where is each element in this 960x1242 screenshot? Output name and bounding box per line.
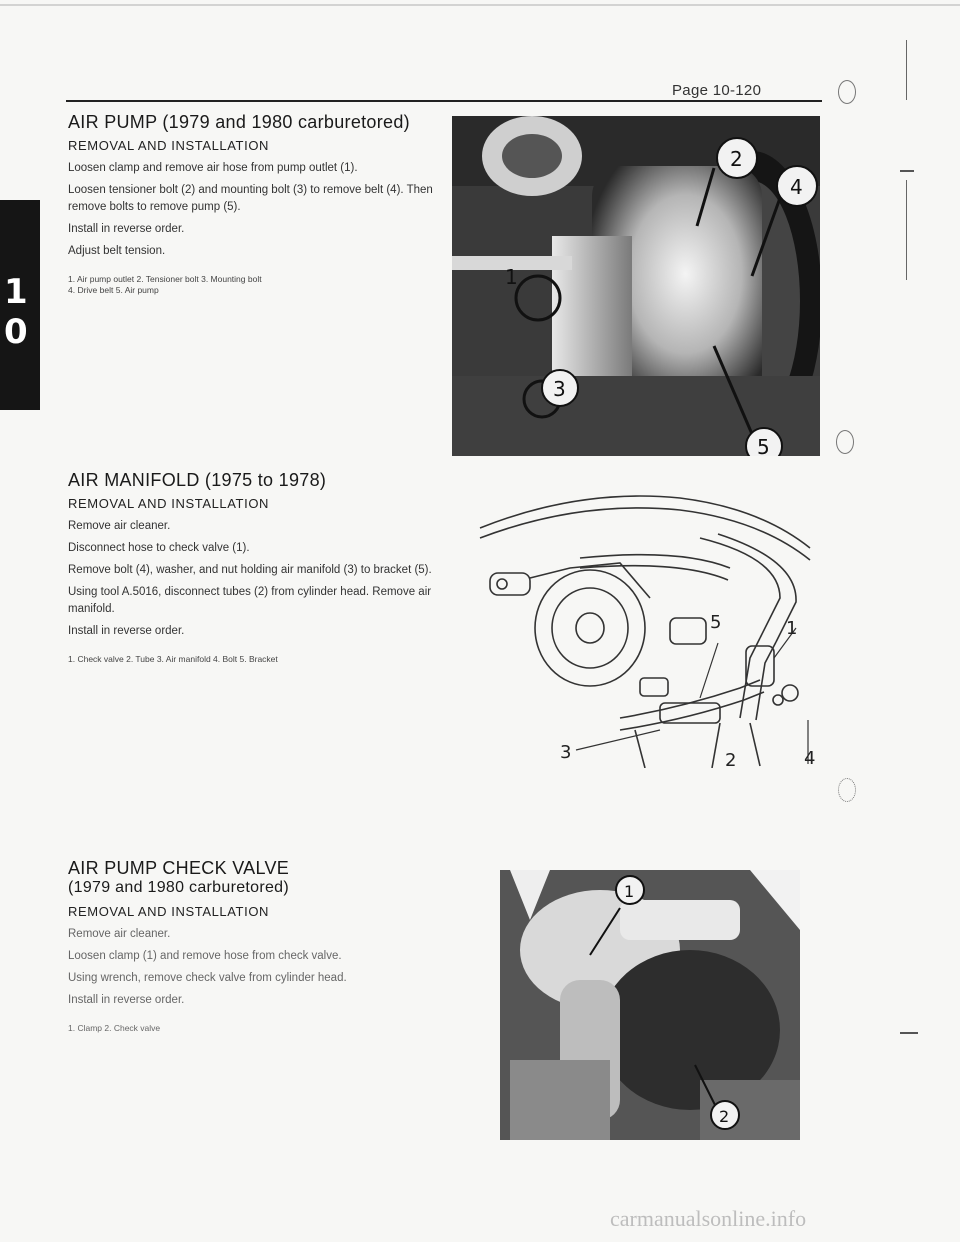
figure-caption: 4. Drive belt 5. Air pump — [68, 285, 159, 295]
check-valve-photo — [470, 860, 820, 1150]
section-air-manifold — [68, 470, 440, 665]
callout-label: 1 — [624, 882, 635, 901]
section-tab — [0, 200, 40, 410]
callout-label: 5 — [757, 435, 770, 456]
callout-label: 3 — [560, 742, 572, 763]
instruction-paragraph: Remove air cleaner. — [68, 928, 171, 940]
header-rule — [66, 100, 822, 102]
instruction-paragraph: Using wrench, remove check valve from cylinder head. — [68, 972, 347, 984]
callout-label: 2 — [730, 147, 743, 171]
section-title: AIR PUMP CHECK VALVE — [68, 858, 290, 878]
section-title: AIR PUMP (1979 and 1980 carburetored) — [68, 112, 410, 132]
instruction-paragraph: Install in reverse order. — [68, 994, 185, 1006]
instruction-paragraph: Using tool A.5016, disconnect tubes (2) from cylinder head. Remove air manifold. — [68, 586, 432, 615]
instruction-paragraph: Install in reverse order. — [68, 625, 185, 637]
instruction-paragraph: Disconnect hose to check valve (1). — [68, 542, 250, 554]
watermark: carmanualsonline.info — [610, 1206, 807, 1231]
instruction-paragraph: Remove bolt (4), washer, and nut holding air manifold (3) to bracket (5). — [68, 564, 432, 576]
callout-label: 3 — [553, 377, 566, 401]
binder-hole-icon — [838, 80, 856, 104]
section-title-qualifier: (1979 and 1980 carburetored) — [68, 879, 289, 896]
section-title: AIR MANIFOLD (1975 to 1978) — [68, 470, 327, 490]
callout-label: 4 — [804, 748, 816, 768]
scan-edge-mark — [900, 1032, 918, 1034]
callout-label: 5 — [710, 612, 722, 633]
instruction-paragraph: Install in reverse order. — [68, 223, 185, 235]
section-subtitle: REMOVAL AND INSTALLATION — [68, 496, 270, 511]
section-subtitle: REMOVAL AND INSTALLATION — [68, 904, 270, 919]
air-manifold-drawing — [460, 468, 820, 768]
scan-edge-mark — [900, 170, 914, 172]
binder-hole-icon — [838, 778, 856, 802]
air-pump-photo — [452, 116, 820, 456]
page-number: Page 10-120 — [672, 82, 762, 99]
instruction-paragraph: Loosen clamp and remove air hose from pump outlet (1). — [68, 162, 358, 174]
section-tab-digit: 1 — [4, 272, 28, 312]
figure-caption: 1. Clamp 2. Check valve — [68, 1023, 161, 1033]
instruction-paragraph: Adjust belt tension. — [68, 245, 166, 257]
instruction-paragraph: Loosen clamp (1) and remove hose from check valve. — [68, 950, 342, 962]
callout-label: 4 — [790, 175, 803, 199]
callout-label: 1 — [786, 618, 798, 639]
section-check-valve — [68, 858, 440, 1034]
section-air-pump — [68, 112, 440, 296]
scan-edge-line — [0, 4, 960, 6]
section-tab-digit: 0 — [4, 312, 28, 352]
figure-caption: 1. Air pump outlet 2. Tensioner bolt 3. Mounting bolt — [68, 274, 262, 284]
binder-hole-icon — [836, 430, 854, 454]
callout-label: 2 — [725, 750, 737, 768]
callout-label: 2 — [719, 1107, 730, 1126]
scan-edge-line — [906, 180, 907, 280]
figure-caption: 1. Check valve 2. Tube 3. Air manifold 4. Bolt 5. Bracket — [68, 654, 278, 664]
instruction-paragraph: Remove air cleaner. — [68, 520, 171, 532]
section-subtitle: REMOVAL AND INSTALLATION — [68, 138, 270, 153]
callout-label: 1 — [505, 265, 518, 289]
scan-edge-line — [906, 40, 907, 100]
instruction-paragraph: Loosen tensioner bolt (2) and mounting bolt (3) to remove belt (4). Then remove bolts to remove pump (5). — [68, 184, 433, 213]
